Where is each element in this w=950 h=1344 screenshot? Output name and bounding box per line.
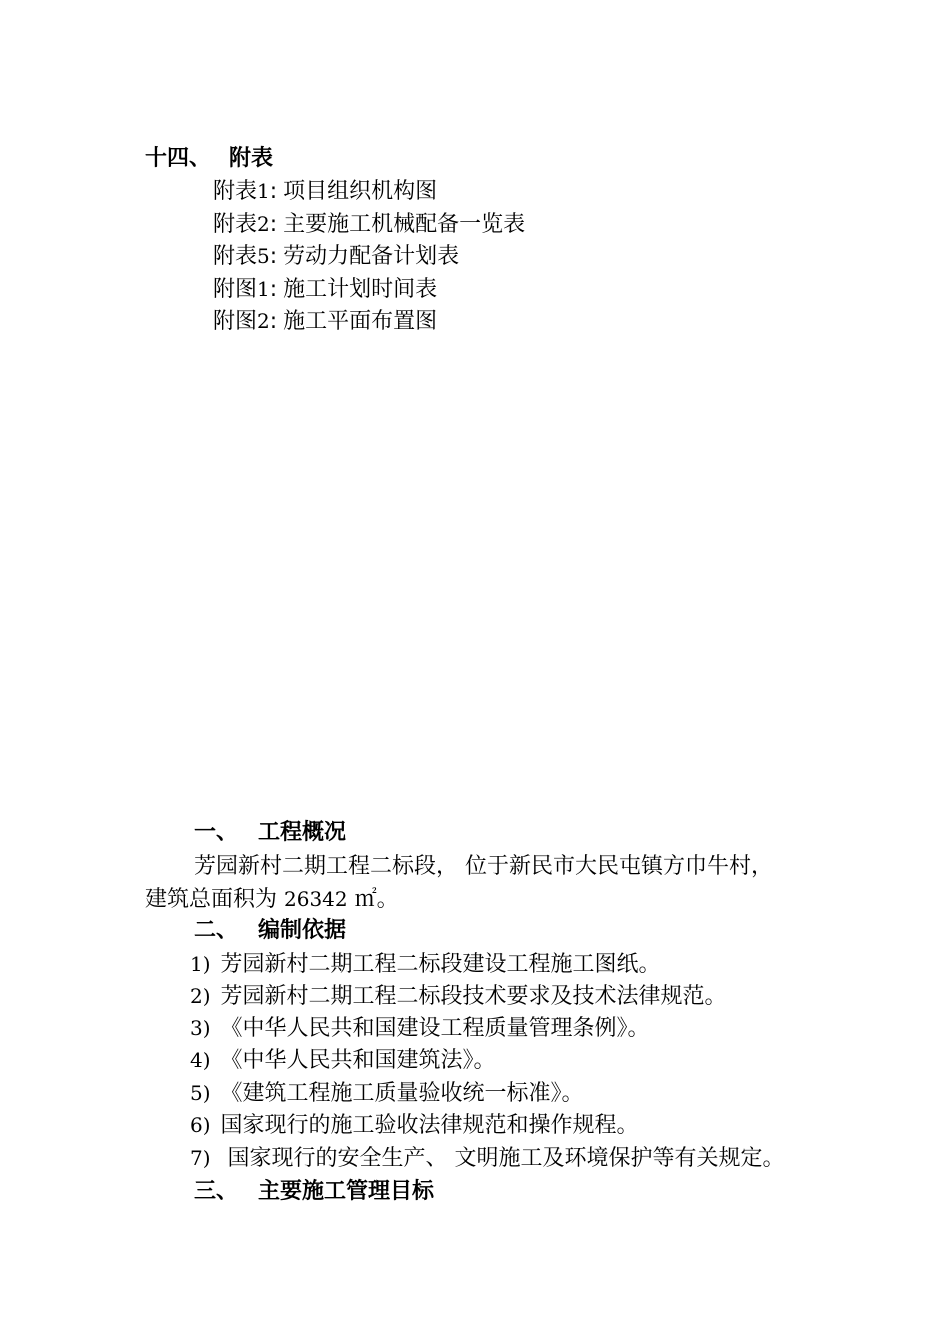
appendix-item: 附表2: 主要施工机械配备一览表: [213, 212, 526, 237]
basis-list-item: 3) 《中华人民共和国建设工程质量管理条例》。: [190, 1016, 650, 1041]
appendix-item: 附图2: 施工平面布置图: [213, 309, 438, 334]
section-2-number: 二、: [194, 918, 239, 943]
basis-list-item: 2) 芳园新村二期工程二标段技术要求及技术法律规范。: [190, 984, 727, 1009]
appendix-item-label: 主要施工机械配备一览表: [283, 212, 526, 237]
section-1-number: 一、: [194, 820, 239, 845]
section-3-title: 主要施工管理目标: [258, 1179, 435, 1204]
appendix-item-label: 项目组织机构图: [283, 179, 438, 204]
section-1-heading: [194, 818, 346, 848]
section-1-paragraph-line: 芳园新村二期工程二标段， 位于新民市大民屯镇方巾牛村，: [194, 854, 773, 879]
basis-list-item: 5) 《建筑工程施工质量验收统一标准》。: [190, 1081, 584, 1106]
basis-list-item: 1) 芳园新村二期工程二标段建设工程施工图纸。: [190, 952, 661, 977]
basis-list-item: 4) 《中华人民共和国建筑法》。: [190, 1048, 496, 1073]
appendix-item: 附图1: 施工计划时间表: [213, 277, 438, 302]
appendix-heading: [145, 144, 273, 174]
section-2-heading: [194, 916, 346, 946]
section-1-title: 工程概况: [258, 820, 347, 845]
section-3-number: 三、: [194, 1179, 239, 1204]
section-3-heading: [194, 1177, 434, 1207]
appendix-item-label: 施工计划时间表: [283, 277, 438, 302]
section-1-paragraph-line: 建筑总面积为 26342 ㎡。: [145, 887, 399, 912]
appendix-section-title: 附表: [229, 146, 274, 171]
appendix-item: 附表1: 项目组织机构图: [213, 179, 438, 204]
basis-list-item: 6) 国家现行的施工验收法律规范和操作规程。: [190, 1113, 639, 1138]
section-2-title: 编制依据: [258, 918, 347, 943]
appendix-item: 附表5: 劳动力配备计划表: [213, 244, 460, 269]
appendix-item-label: 劳动力配备计划表: [283, 244, 460, 269]
appendix-item-label: 施工平面布置图: [283, 309, 438, 334]
appendix-section-number: 十四、: [145, 146, 212, 171]
basis-list-item: 7) 国家现行的安全生产、 文明施工及环境保护等有关规定。: [190, 1146, 785, 1171]
